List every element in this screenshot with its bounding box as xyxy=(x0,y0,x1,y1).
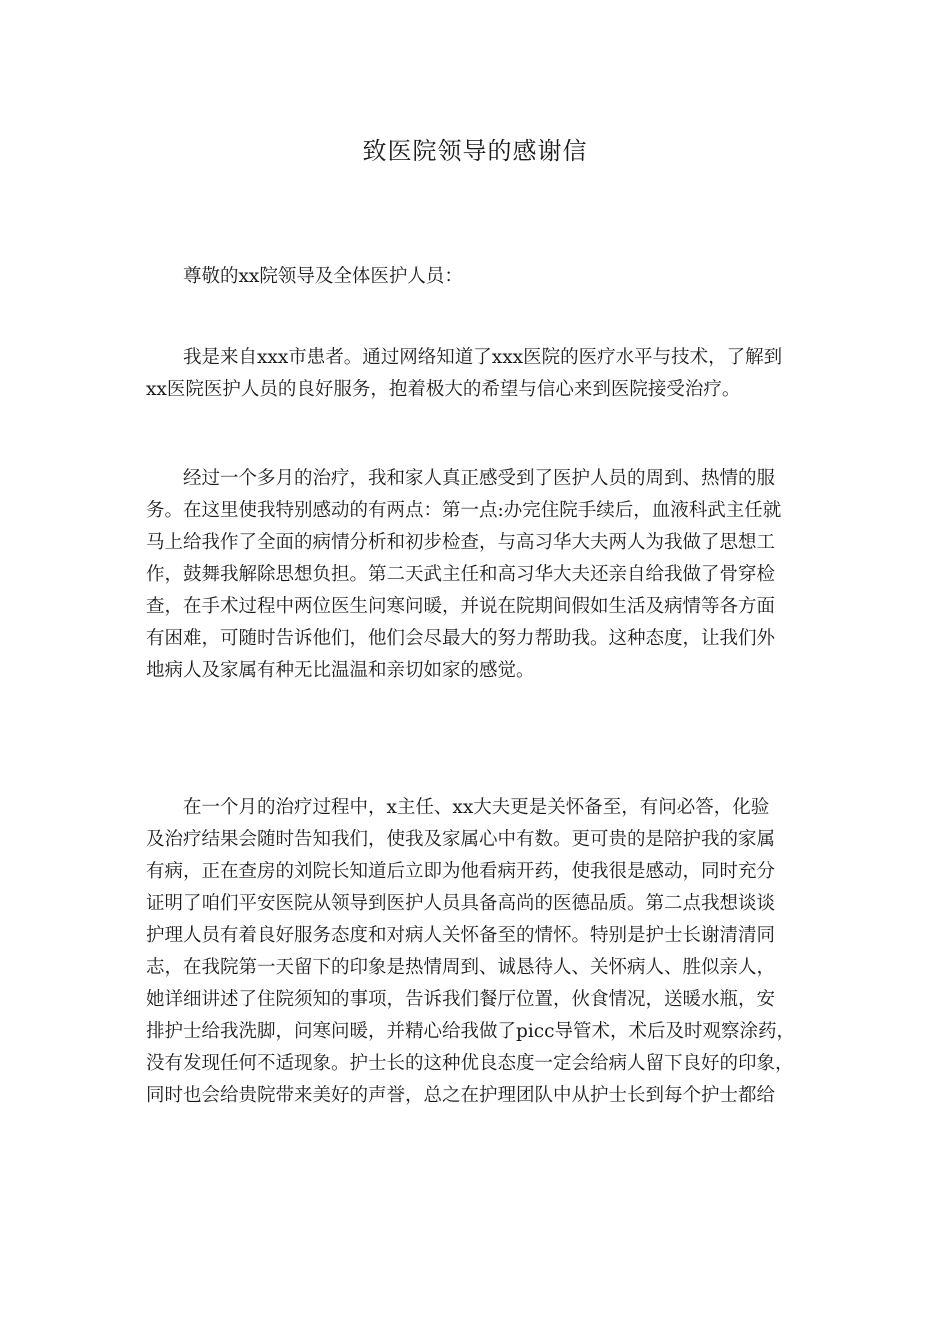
paragraph-line: 马上给我作了全面的病情分析和初步检查，与高习华大夫两人为我做了思想工 xyxy=(146,532,776,553)
paragraph-line: 她详细讲述了住院须知的事项，告诉我们餐厅位置，伙食情况，送暖水瓶，安 xyxy=(146,989,776,1010)
salutation-line: 尊敬的xx院领导及全体医护人员： xyxy=(183,266,463,287)
paragraph-2 xyxy=(146,463,810,687)
paragraph-line: 在一个月的治疗过程中，x主任、xx大夫更是关怀备至，有问必答，化验 xyxy=(183,797,770,818)
paragraph-line: 排护士给我洗脚，问寒问暖，并精心给我做了picc导管术，术后及时观察涂药， xyxy=(146,1021,795,1042)
paragraph-3 xyxy=(146,792,810,1112)
paragraph-line: 有困难，可随时告诉他们，他们会尽最大的努力帮助我。这种态度，让我们外 xyxy=(146,628,776,649)
paragraph-line: 务。在这里使我特别感动的有两点：第一点:办完住院手续后，血液科武主任就 xyxy=(146,500,782,521)
paragraph-line: 作，鼓舞我解除思想负担。第二天武主任和高习华大夫还亲自给我做了骨穿检 xyxy=(146,564,776,585)
letter-title: 致医院领导的感谢信 xyxy=(362,137,588,165)
paragraph-line: 护理人员有着良好服务态度和对病人关怀备至的情怀。特别是护士长谢清清同 xyxy=(146,925,776,946)
paragraph-line: 同时也会给贵院带来美好的声誉，总之在护理团队中从护士长到每个护士都给 xyxy=(146,1085,776,1106)
paragraph-line: 志，在我院第一天留下的印象是热情周到、诚恳待人、关怀病人、胜似亲人， xyxy=(146,957,776,978)
paragraph-line: 证明了咱们平安医院从领导到医护人员具备高尚的医德品质。第二点我想谈谈 xyxy=(146,893,776,914)
paragraph-line: 地病人及家属有种无比温温和亲切如家的感觉。 xyxy=(146,660,535,681)
paragraph-line: 没有发现任何不适现象。护士长的这种优良态度一定会给病人留下良好的印象， xyxy=(146,1053,794,1074)
paragraph-line: 我是来自xxx市患者。通过网络知道了xxx医院的医疗水平与技术，了解到 xyxy=(183,347,783,368)
letter-salutation xyxy=(146,261,810,293)
paragraph-line: 有病，正在查房的刘院长知道后立即为他看病开药，使我很是感动，同时充分 xyxy=(146,861,776,882)
paragraph-line: xx医院医护人员的良好服务，抱着极大的希望与信心来到医院接受治疗。 xyxy=(146,379,741,400)
paragraph-line: 查，在手术过程中两位医生问寒问暖，并说在院期间假如生活及病情等各方面 xyxy=(146,596,776,617)
paragraph-line: 及治疗结果会随时告知我们，使我及家属心中有数。更可贵的是陪护我的家属 xyxy=(146,829,776,850)
paragraph-1 xyxy=(146,342,810,406)
paragraph-line: 经过一个多月的治疗，我和家人真正感受到了医护人员的周到、热情的服 xyxy=(183,468,776,489)
